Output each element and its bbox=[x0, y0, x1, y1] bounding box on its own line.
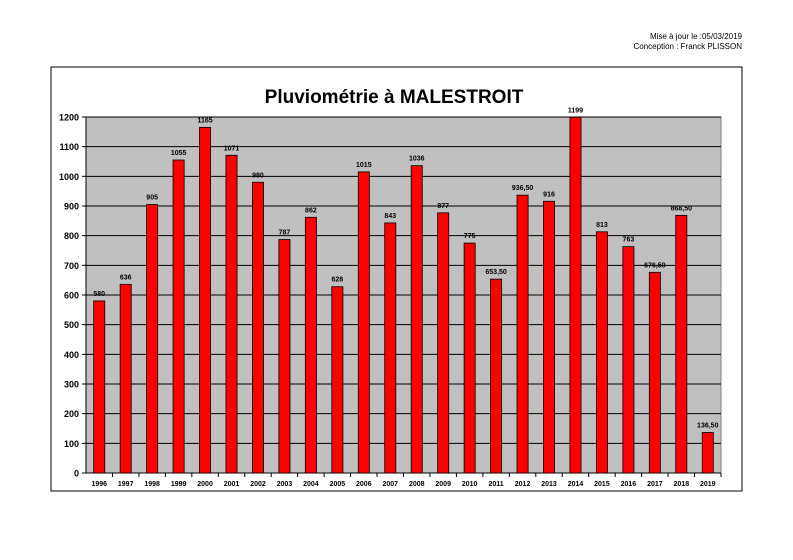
bar bbox=[464, 243, 475, 473]
x-tick-label: 1996 bbox=[91, 481, 108, 488]
x-tick-label: 2002 bbox=[250, 481, 266, 488]
y-tick-label: 1200 bbox=[58, 112, 79, 123]
data-label: 653,50 bbox=[485, 269, 507, 277]
bar bbox=[252, 182, 263, 473]
data-label: 1036 bbox=[408, 155, 425, 163]
x-tick-label: 2009 bbox=[435, 481, 451, 488]
update-date: Mise à jour le :05/03/2019 bbox=[649, 32, 742, 41]
bar bbox=[676, 215, 687, 473]
data-label: 1055 bbox=[170, 150, 187, 158]
x-tick-label: 2016 bbox=[620, 481, 637, 488]
bar bbox=[279, 240, 290, 473]
x-tick-label: 2010 bbox=[461, 481, 478, 488]
bar bbox=[491, 279, 502, 473]
x-tick-label: 2004 bbox=[303, 481, 319, 488]
x-tick-label: 2014 bbox=[567, 481, 584, 488]
bar bbox=[411, 166, 422, 473]
chart-title: Pluviométrie à MALESTROIT bbox=[264, 87, 524, 108]
y-tick-label: 500 bbox=[63, 320, 79, 331]
bar bbox=[226, 155, 237, 473]
y-tick-label: 200 bbox=[63, 409, 79, 420]
y-tick-label: 0 bbox=[73, 468, 79, 479]
bar bbox=[332, 287, 343, 473]
bar bbox=[94, 301, 105, 473]
bar bbox=[305, 217, 316, 473]
bar bbox=[173, 160, 184, 473]
x-tick-label: 2005 bbox=[329, 481, 346, 488]
bar bbox=[200, 127, 211, 473]
x-tick-label: 2015 bbox=[594, 481, 610, 488]
x-tick-label: 2001 bbox=[223, 481, 240, 488]
x-tick-label: 1999 bbox=[170, 481, 187, 488]
data-label: 1165 bbox=[197, 117, 213, 125]
data-label: 787 bbox=[278, 229, 291, 237]
x-tick-label: 2007 bbox=[382, 481, 399, 488]
x-tick-label: 2008 bbox=[408, 481, 425, 488]
x-tick-label: 2012 bbox=[514, 481, 531, 488]
y-tick-label: 100 bbox=[63, 438, 79, 449]
y-tick-label: 300 bbox=[63, 379, 79, 390]
bar bbox=[358, 172, 369, 473]
bar bbox=[438, 213, 449, 473]
data-label: 843 bbox=[384, 212, 397, 220]
x-tick-label: 1997 bbox=[117, 481, 134, 488]
y-tick-label: 400 bbox=[63, 349, 79, 360]
x-tick-label: 2000 bbox=[197, 481, 213, 488]
x-tick-label: 1998 bbox=[144, 481, 160, 488]
y-tick-label: 600 bbox=[63, 290, 79, 301]
data-label: 636 bbox=[119, 274, 132, 282]
data-label: 775 bbox=[463, 233, 476, 241]
data-label: 877 bbox=[437, 202, 450, 210]
bar bbox=[120, 284, 131, 473]
data-label: 763 bbox=[622, 236, 635, 244]
data-label: 1015 bbox=[356, 161, 372, 169]
bar bbox=[649, 272, 660, 473]
bar bbox=[623, 247, 634, 473]
data-label: 676,50 bbox=[644, 262, 666, 270]
x-tick-label: 2017 bbox=[647, 481, 663, 488]
author-credit: Conception : Franck PLISSON bbox=[633, 42, 742, 51]
data-label: 905 bbox=[146, 194, 158, 202]
y-tick-label: 800 bbox=[63, 231, 79, 242]
bar bbox=[147, 205, 158, 473]
data-label: 916 bbox=[543, 191, 555, 199]
plot-area bbox=[59, 107, 721, 488]
data-label: 813 bbox=[596, 221, 608, 229]
data-label: 580 bbox=[93, 290, 106, 298]
x-tick-label: 2018 bbox=[673, 481, 690, 488]
x-tick-label: 2003 bbox=[276, 481, 293, 488]
x-tick-label: 2011 bbox=[488, 481, 504, 488]
data-label: 136,50 bbox=[697, 422, 719, 430]
bar bbox=[385, 223, 396, 473]
bar bbox=[596, 232, 607, 473]
data-label: 1199 bbox=[567, 107, 584, 115]
bar bbox=[543, 201, 554, 473]
x-tick-label: 2006 bbox=[356, 481, 372, 488]
data-label: 980 bbox=[252, 172, 264, 180]
x-tick-label: 2013 bbox=[541, 481, 557, 488]
data-label: 628 bbox=[331, 276, 344, 284]
y-tick-label: 1100 bbox=[59, 142, 79, 153]
data-label: 1071 bbox=[223, 145, 240, 153]
bar bbox=[570, 117, 581, 473]
y-tick-label: 700 bbox=[63, 260, 79, 271]
data-label: 936,50 bbox=[511, 185, 534, 193]
data-label: 868,50 bbox=[670, 205, 693, 213]
bar bbox=[702, 433, 713, 473]
y-tick-label: 900 bbox=[63, 201, 79, 212]
bar bbox=[517, 195, 528, 473]
y-tick-label: 1000 bbox=[58, 171, 79, 182]
data-label: 862 bbox=[305, 207, 317, 215]
x-tick-label: 2019 bbox=[699, 481, 716, 488]
